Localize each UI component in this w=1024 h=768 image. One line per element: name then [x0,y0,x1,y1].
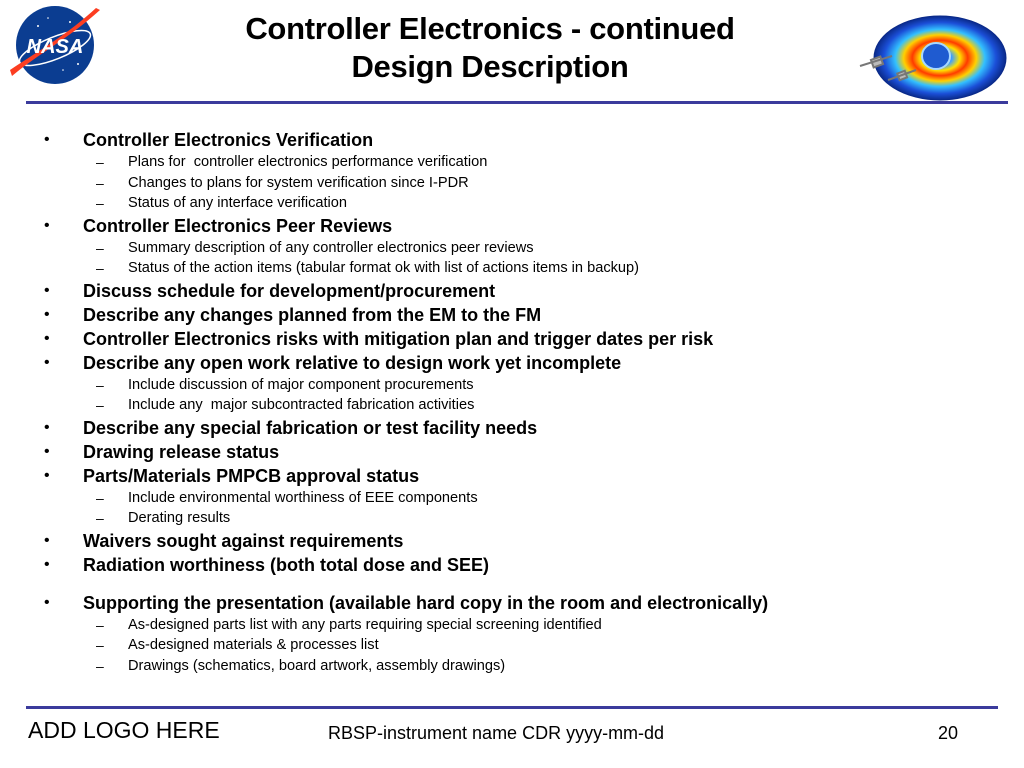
bullet-text: Include environmental worthiness of EEE components [128,489,478,506]
bullet-text: Discuss schedule for development/procurement [83,280,496,301]
radiation-belt-logo [858,8,1010,104]
bullet-item [40,128,1000,152]
sub-bullet-item [40,152,1000,173]
bullet-text: Describe any special fabrication or test facility needs [83,417,538,438]
sub-bullet-item [40,508,1000,529]
sub-bullet-item [40,258,1000,279]
bullet-dot-icon: • [44,131,50,148]
bullet-item [40,529,1000,553]
bullet-dash-icon: – [96,376,104,393]
bullet-text: Parts/Materials PMPCB approval status [83,465,420,486]
bullet-text: Derating results [128,510,231,526]
bullet-text: As-designed parts list with any parts requiring special screening identified [128,616,602,633]
bullet-text: Drawings (schematics, board artwork, assembly drawings) [128,657,506,674]
bullet-dash-icon: – [96,616,104,633]
slide-title [200,10,780,86]
bullet-item [40,279,1000,303]
bullet-item [40,351,1000,375]
bullet-item [40,553,1000,577]
title-line-2: Design Description [351,49,629,84]
bullet-text: Status of any interface verification [128,195,348,211]
bullet-item [40,464,1000,488]
bullet-text: Radiation worthiness (both total dose and SEE) [83,554,490,575]
bullet-dash-icon: – [96,195,104,211]
bullet-dot-icon: • [44,466,50,484]
bullet-text: Controller Electronics risks with mitigation plan and trigger dates per risk [83,328,714,349]
bullet-dash-icon: – [96,637,104,653]
bullet-dot-icon: • [44,593,50,611]
bullet-text: Drawing release status [83,441,280,462]
bullet-text: Summary description of any controller electronics peer reviews [128,239,534,256]
nasa-logo [8,4,102,86]
bullet-dot-icon: • [44,216,50,234]
bullet-dot-icon: • [44,353,50,371]
bullet-dot-icon: • [44,281,50,299]
bullet-text: Describe any open work relative to design work yet incomplete [83,352,622,373]
bullet-dash-icon: – [96,489,104,506]
sub-bullet-item [40,193,1000,214]
bullet-text: Controller Electronics Peer Reviews [83,215,393,236]
sub-bullet-item [40,615,1000,636]
bullet-dash-icon: – [96,239,104,256]
bullet-dash-icon: – [96,657,104,674]
bullet-dot-icon: • [44,555,50,573]
bullet-text: Describe any changes planned from the EM to the FM [83,304,542,325]
bullet-item [40,303,1000,327]
bullet-dash-icon: – [96,154,104,170]
bullet-dot-icon: • [44,531,50,549]
bullet-item [40,416,1000,440]
bullet-text: Controller Electronics Verification [83,130,374,150]
bullet-text: Supporting the presentation (available hard copy in the room and electronically) [83,592,769,613]
bullet-text: Include any major subcontracted fabrication activities [128,397,475,413]
bullet-text: Changes to plans for system verification since I-PDR [128,174,469,191]
bullet-dot-icon: • [44,329,50,347]
bullet-text: Include discussion of major component procurements [128,376,474,393]
bullet-dash-icon: – [96,397,104,413]
bullet-text: Waivers sought against requirements [83,530,404,551]
bullet-dot-icon: • [44,442,50,460]
page-number: 20 [938,723,959,743]
sub-bullet-item [40,238,1000,259]
bullet-text: Plans for controller electronics performance verification [128,154,488,170]
sub-bullet-item [40,375,1000,396]
bullet-dash-icon: – [96,510,104,526]
title-line-1: Controller Electronics - continued [245,11,735,46]
bullet-dash-icon: – [96,260,104,276]
header-divider [26,101,1008,104]
bullet-item [40,591,1000,615]
footer-document-id: RBSP-instrument name CDR yyyy-mm-dd [328,723,665,743]
bullet-item [40,440,1000,464]
footer-divider [26,706,998,709]
bullet-dash-icon: – [96,174,104,191]
bullet-text: Status of the action items (tabular format ok with list of actions items in backup) [128,260,640,276]
sub-bullet-item [40,173,1000,194]
sub-bullet-item [40,656,1000,677]
sub-bullet-item [40,635,1000,656]
footer-logo-placeholder: ADD LOGO HERE [28,717,220,743]
bullet-dot-icon: • [44,305,50,323]
sub-bullet-item [40,395,1000,416]
svg-text:NASA: NASA [26,36,84,58]
bullet-item [40,214,1000,238]
bullet-list [40,128,1000,676]
bullet-item [40,327,1000,351]
bullet-text: As-designed materials & processes list [128,637,379,653]
sub-bullet-item [40,488,1000,509]
bullet-dot-icon: • [44,418,50,436]
